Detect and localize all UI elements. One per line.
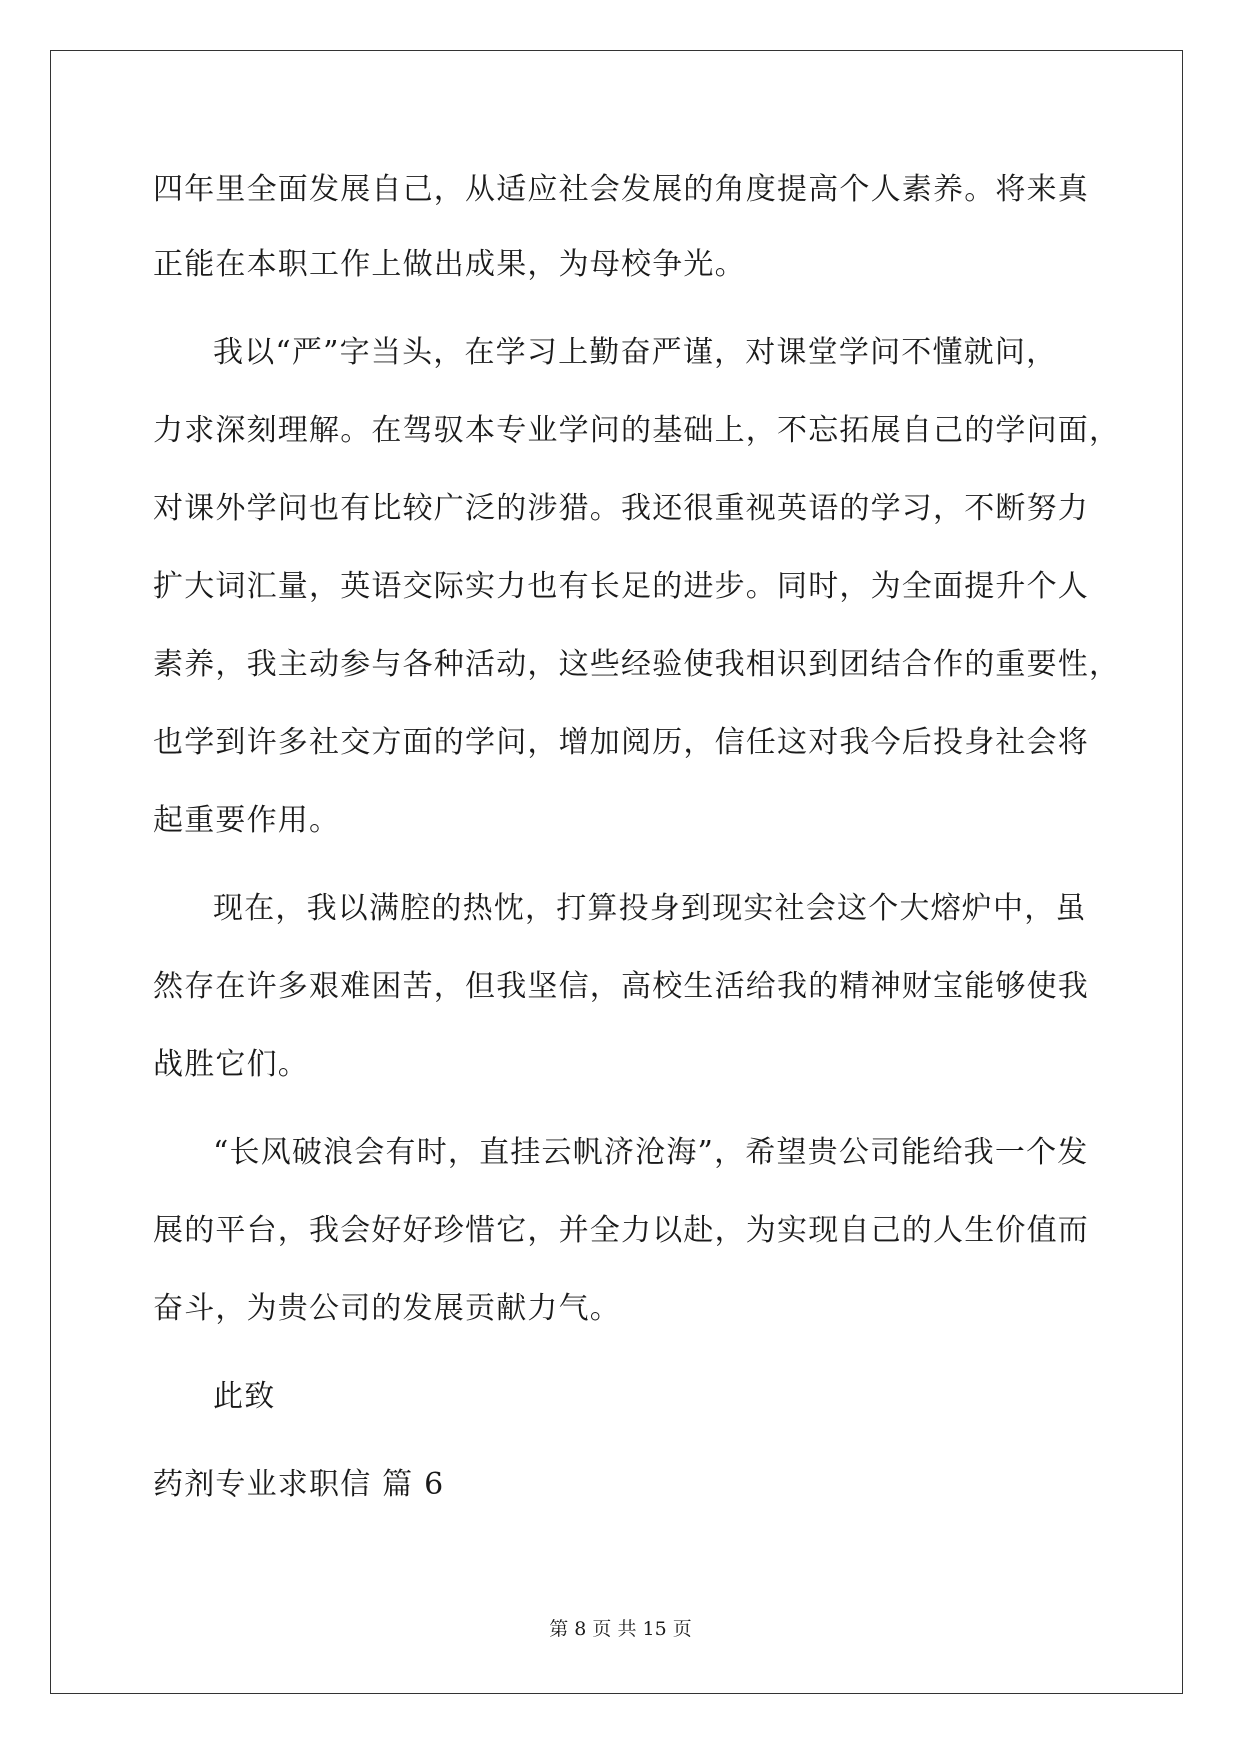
page-border: [50, 50, 1183, 1694]
section-heading: 药剂专业求职信 篇 6: [153, 1467, 445, 1502]
text-line-1: 四年里全面发展自己，从适应社会发展的角度提高个人素养。将来真: [153, 172, 1089, 207]
text-line-4: 力求深刻理解。在驾驭本专业学问的基础上，不忘拓展自己的学问面，: [153, 413, 1121, 448]
text-line-15: 奋斗，为贵公司的发展贡献力气。: [153, 1291, 621, 1326]
closing-salutation: 此致: [213, 1379, 276, 1414]
page-footer: 第 8 页 共 15 页: [549, 1618, 692, 1640]
text-line-5: 对课外学问也有比较广泛的涉猎。我还很重视英语的学习，不断努力: [153, 491, 1089, 526]
text-line-3: 我以“严”字当头，在学习上勤奋严谨，对课堂学问不懂就问，: [213, 335, 1058, 370]
text-line-10: 现在，我以满腔的热忱，打算投身到现实社会这个大熔炉中，虽: [213, 891, 1087, 926]
text-line-14: 展的平台，我会好好珍惜它，并全力以赴，为实现自己的人生价值而: [153, 1213, 1089, 1248]
text-line-7: 素养，我主动参与各种活动，这些经验使我相识到团结合作的重要性，: [153, 647, 1121, 682]
text-line-6: 扩大词汇量，英语交际实力也有长足的进步。同时，为全面提升个人: [153, 569, 1089, 604]
text-line-12: 战胜它们。: [153, 1047, 309, 1082]
text-line-8: 也学到许多社交方面的学问，增加阅历，信任这对我今后投身社会将: [153, 725, 1089, 760]
text-line-13: “长风破浪会有时，直挂云帆济沧海”，希望贵公司能给我一个发: [213, 1135, 1089, 1170]
text-line-9: 起重要作用。: [153, 803, 341, 838]
text-line-2: 正能在本职工作上做出成果，为母校争光。: [153, 247, 746, 282]
text-line-11: 然存在许多艰难困苦，但我坚信，高校生活给我的精神财宝能够使我: [153, 969, 1089, 1004]
